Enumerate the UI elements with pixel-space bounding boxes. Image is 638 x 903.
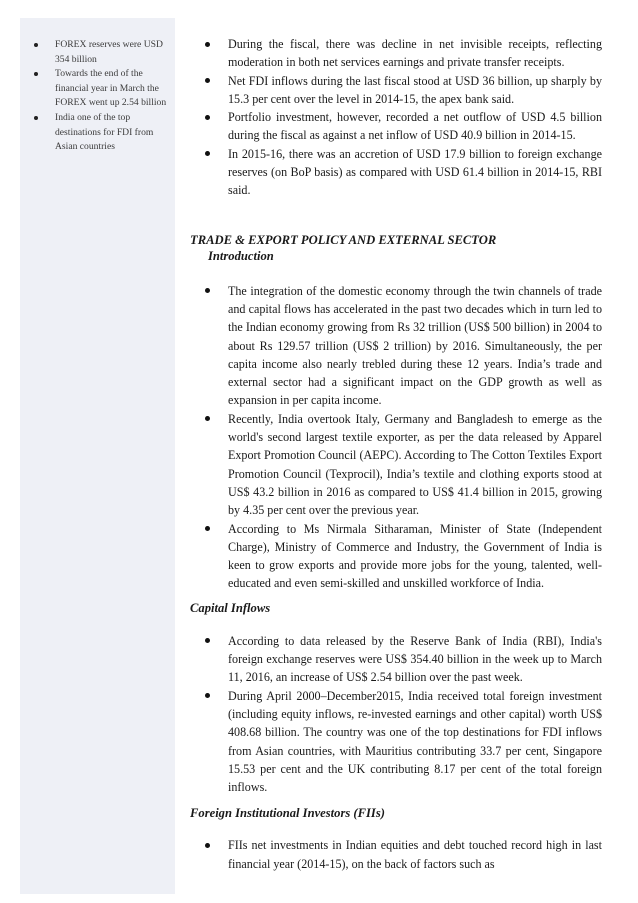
list-item: FIIs net investments in Indian equities and debt touched record high in last financial year (2014-15), on the back of factors such as [190, 836, 602, 873]
list-item: In 2015-16, there was an accretion of USD 17.9 billion to foreign exchange reserves (on BoP basis) as compared with USD 61.4 billion in 2014-15, RBI said. [190, 145, 602, 200]
sidebar-item: FOREX reserves were USD 354 billion [34, 38, 169, 67]
bullet-icon [205, 416, 210, 421]
list-item: The integration of the domestic economy through the twin channels of trade and capital flows has accelerated in the past two decades which in turn led to the Indian economy growing from Rs 32 trillion (US$ 500 billion) in 2004 to about Rs 129.57 trillion (US$ 2 trillion) by 2016. Simultaneously, the per capita income also nearly trebled during these 12 years. India’s trade and external sector had a significant impact on the GDP growth as well as expansion in per capita income. [190, 282, 602, 410]
bullet-icon [205, 288, 210, 293]
sidebar-item: India one of the top destinations for FDI from Asian countries [34, 111, 169, 155]
section-heading-trade: TRADE & EXPORT POLICY AND EXTERNAL SECTOR [190, 232, 497, 247]
bullet-icon [205, 42, 210, 47]
sidebar-list [20, 18, 175, 155]
list-item: Portfolio investment, however, recorded a net outflow of USD 4.5 billion during the fiscal as against a net inflow of USD 40.9 billion in 2014-15. [190, 108, 602, 145]
list-item: Net FDI inflows during the last fiscal stood at USD 36 billion, up sharply by 15.3 per cent over the level in 2014-15, the apex bank said. [190, 72, 602, 109]
trade-bullet-list [190, 282, 602, 593]
bullet-icon [34, 72, 38, 76]
list-item: During April 2000–December2015, India received total foreign investment (including equity inflows, re-invested earnings and other capital) worth US$ 408.68 billion. The country was one of the top destinations for FDI inflows from Asian countries, with Mauritius contributing 33.7 per cent, Singapore 15.53 per cent and the UK contributing 8.17 per cent of the total foreign inflows. [190, 687, 602, 797]
list-item: During the fiscal, there was decline in net invisible receipts, reflecting moderation in both net services earnings and private transfer receipts. [190, 35, 602, 72]
bullet-icon [205, 693, 210, 698]
sidebar-item: Towards the end of the financial year in March the FOREX went up 2.54 billion [34, 67, 169, 111]
bullet-icon [34, 116, 38, 120]
sidebar-highlights [20, 18, 175, 894]
section-heading-capital-inflows: Capital Inflows [190, 600, 271, 615]
fii-bullet-list [190, 836, 602, 873]
main-content [190, 35, 602, 873]
bullet-icon [205, 638, 210, 643]
bullet-icon [205, 78, 210, 83]
bullet-icon [34, 43, 38, 47]
list-item: According to data released by the Reserve Bank of India (RBI), India's foreign exchange reserves were US$ 354.40 billion in the week up to March 11, 2016, an increase of US$ 2.54 billion over the past week. [190, 632, 602, 687]
subheading-introduction: Introduction [208, 248, 274, 263]
bullet-icon [205, 526, 210, 531]
list-item: Recently, India overtook Italy, Germany and Bangladesh to emerge as the world's second largest textile exporter, as per the data released by Apparel Export Promotion Council (AEPC). According to The Cotton Textiles Export Promotion Council (Texprocil), India’s textile and clothing exports stood at US$ 43.2 billion in 2016 as compared to US$ 41.4 billion in 2015, growing by 4.35 per cent over the previous year. [190, 410, 602, 520]
capital-bullet-list [190, 632, 602, 797]
list-item: According to Ms Nirmala Sitharaman, Minister of State (Independent Charge), Ministry of Commerce and Industry, the Government of India is keen to grow exports and provide more jobs for the young, talented, well-educated and even semi-skilled and unskilled workforce of India. [190, 520, 602, 593]
bullet-icon [205, 115, 210, 120]
section-heading-fii: Foreign Institutional Investors (FIIs) [190, 806, 385, 821]
bullet-icon [205, 151, 210, 156]
bullet-icon [205, 843, 210, 848]
intro-bullet-list [190, 35, 602, 200]
